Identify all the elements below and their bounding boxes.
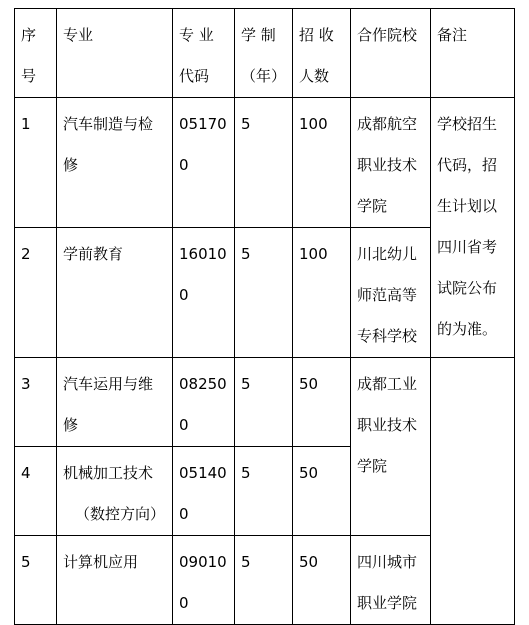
cell-enroll: 50 (293, 447, 351, 536)
cell-major: 学前教育 (57, 228, 173, 358)
cell-code: 090100 (173, 536, 235, 625)
cell-code: 051400 (173, 447, 235, 536)
cell-partner: 四川城市职业学院 (351, 536, 431, 625)
cell-partner: 川北幼儿师范高等专科学校 (351, 228, 431, 358)
cell-enroll: 100 (293, 228, 351, 358)
header-partner: 合作院校 (351, 9, 431, 98)
cell-code: 082500 (173, 358, 235, 447)
header-notes: 备注 (431, 9, 515, 98)
cell-major-sub: （数控方向） (75, 505, 166, 523)
cell-seq: 2 (15, 228, 57, 358)
cell-enroll: 100 (293, 98, 351, 228)
cell-years: 5 (235, 98, 293, 228)
cell-years: 5 (235, 228, 293, 358)
cell-code: 051700 (173, 98, 235, 228)
header-code: 专 业代码 (173, 9, 235, 98)
header-row (15, 9, 515, 98)
cell-major: 汽车制造与检修 (57, 98, 173, 228)
header-major: 专业 (57, 9, 173, 98)
header-years: 学 制（年） (235, 9, 293, 98)
header-seq: 序号 (15, 9, 57, 98)
table-row (15, 358, 515, 447)
cell-notes: 学校招生代码，招生计划以四川省考试院公布的为准。 (431, 98, 515, 358)
cell-seq: 3 (15, 358, 57, 447)
cell-partner: 成都航空职业技术学院 (351, 98, 431, 228)
cell-seq: 5 (15, 536, 57, 625)
cell-major-main: 机械加工技术 (63, 464, 154, 482)
cell-years: 5 (235, 447, 293, 536)
table-row (15, 98, 515, 228)
cell-years: 5 (235, 536, 293, 625)
cell-seq: 4 (15, 447, 57, 536)
cell-major (57, 447, 173, 536)
cell-major: 汽车运用与维修 (57, 358, 173, 447)
cell-code: 160100 (173, 228, 235, 358)
enrollment-table (14, 8, 515, 625)
header-enroll: 招 收人数 (293, 9, 351, 98)
cell-major: 计算机应用 (57, 536, 173, 625)
cell-seq: 1 (15, 98, 57, 228)
cell-enroll: 50 (293, 358, 351, 447)
cell-years: 5 (235, 358, 293, 447)
cell-partner: 成都工业职业技术学院 (351, 358, 431, 536)
cell-enroll: 50 (293, 536, 351, 625)
cell-notes-empty (431, 358, 515, 625)
